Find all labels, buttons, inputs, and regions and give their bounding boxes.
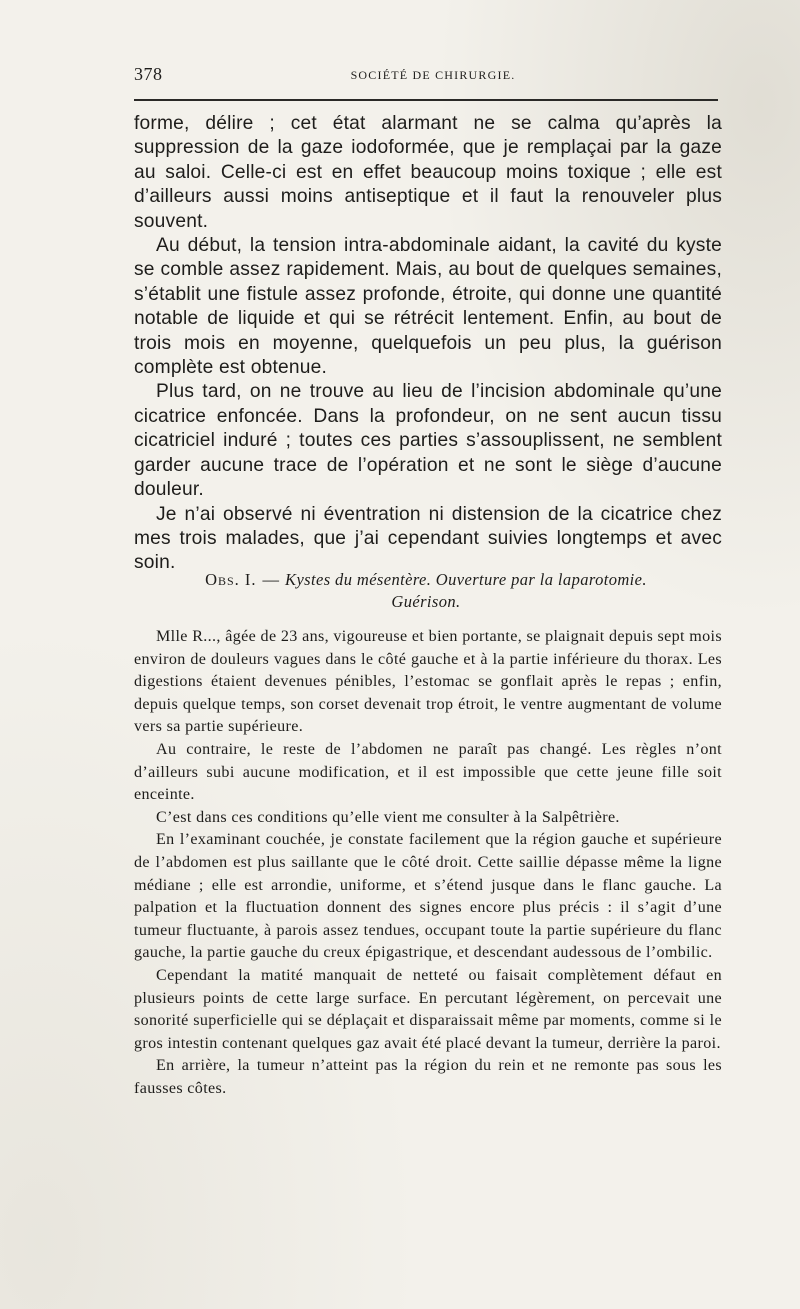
header-rule: [134, 99, 718, 101]
running-head: SOCIÉTÉ DE CHIRURGIE.: [350, 68, 516, 82]
observation-separator: —: [262, 570, 280, 589]
case-paragraph: Cependant la matité manquait de netteté ou faisait complètement défaut en plusieurs points de cette large surface. En percutant légèrement, on percevait une sonorité superficielle qui se déplaçait et disparaissait même par moments, comme si le gros intestin contenant quelques gaz avait été placé devant la tumeur, derrière la paroi.: [134, 966, 722, 1052]
page-header: [134, 62, 718, 86]
observation-label: Obs. I.: [205, 570, 257, 589]
case-paragraph: En l’examinant couchée, je constate facilement que la région gauche et supérieure de l’abdomen est plus saillante que le côté droit. Cette saillie dépasse même la ligne médiane ; elle est arrondie, uniforme, et s’étend jusque dans le flanc gauche. La palpation et la fluctuation donnent des signes encore plus précis : il s’agit d’une tumeur fluctuante, à parois assez tendues, occupant toute la partie supérieure du flanc gauche, la partie gauche du creux épigastrique, et descendant audessous de l’ombilic.: [134, 831, 722, 962]
observation-title: Kystes du mésentère. Ouverture par la laparotomie.: [285, 570, 647, 589]
paragraph: forme, délire ; cet état alarmant ne se calma qu’après la suppression de la gaze iodoformée, que je remplaçai par la gaze au saloi. Celle-ci est en effet beaucoup moins toxique ; elle est d’ailleurs aussi moins antiseptique et il faut la renouveler plus souvent.: [134, 113, 722, 232]
case-paragraph: Mlle R..., âgée de 23 ans, vigoureuse et bien portante, se plaignait depuis sept mois environ de douleurs vagues dans le côté gauche et à la partie inférieure du thorax. Les digestions étaient devenues pénibles, l’estomac se gonflait après le repas ; enfin, depuis quelque temps, son corset devenait trop étroit, le ventre augmentant de volume vers sa partie supérieure.: [134, 628, 722, 736]
case-paragraph: C’est dans ces conditions qu’elle vient me consulter à la Salpêtrière.: [156, 808, 620, 826]
paragraph: Au début, la tension intra-abdominale aidant, la cavité du kyste se comble assez rapidement. Mais, au bout de quelques semaines, s’établit une fistule assez profonde, étroite, qui donne une quantité notable de liquide et qui se rétrécit lentement. Enfin, au bout de trois mois en moyenne, quelquefois un peu plus, la guérison complète est obtenue.: [134, 235, 722, 379]
paragraph: Je n’ai observé ni éventration ni distension de la cicatrice chez mes trois malades, que j’ai cependant suivies longtemps et avec soin.: [134, 503, 722, 574]
observation-title-continued: Guérison.: [391, 592, 461, 611]
main-text: [134, 112, 722, 576]
case-paragraph: En arrière, la tumeur n’atteint pas la région du rein et ne remonte pas sous les fausses côtes.: [134, 1057, 722, 1097]
case-report-text: [134, 626, 722, 1100]
paragraph: Plus tard, on ne trouve au lieu de l’incision abdominale qu’une cicatrice enfoncée. Dans la profondeur, on ne sent aucun tissu cicatriciel induré ; toutes ces parties s’assouplissent, ne semblent garder aucune trace de l’opération et ne sont le siège d’aucune douleur.: [134, 381, 722, 501]
observation-heading: [134, 569, 718, 613]
case-paragraph: Au contraire, le reste de l’abdomen ne paraît pas changé. Les règles n’ont d’ailleurs subi aucune modification, et il est impossible que cette jeune fille soit enceinte.: [134, 740, 722, 804]
observation-heading-line-1: [134, 569, 718, 591]
page-number: 378: [134, 64, 163, 84]
